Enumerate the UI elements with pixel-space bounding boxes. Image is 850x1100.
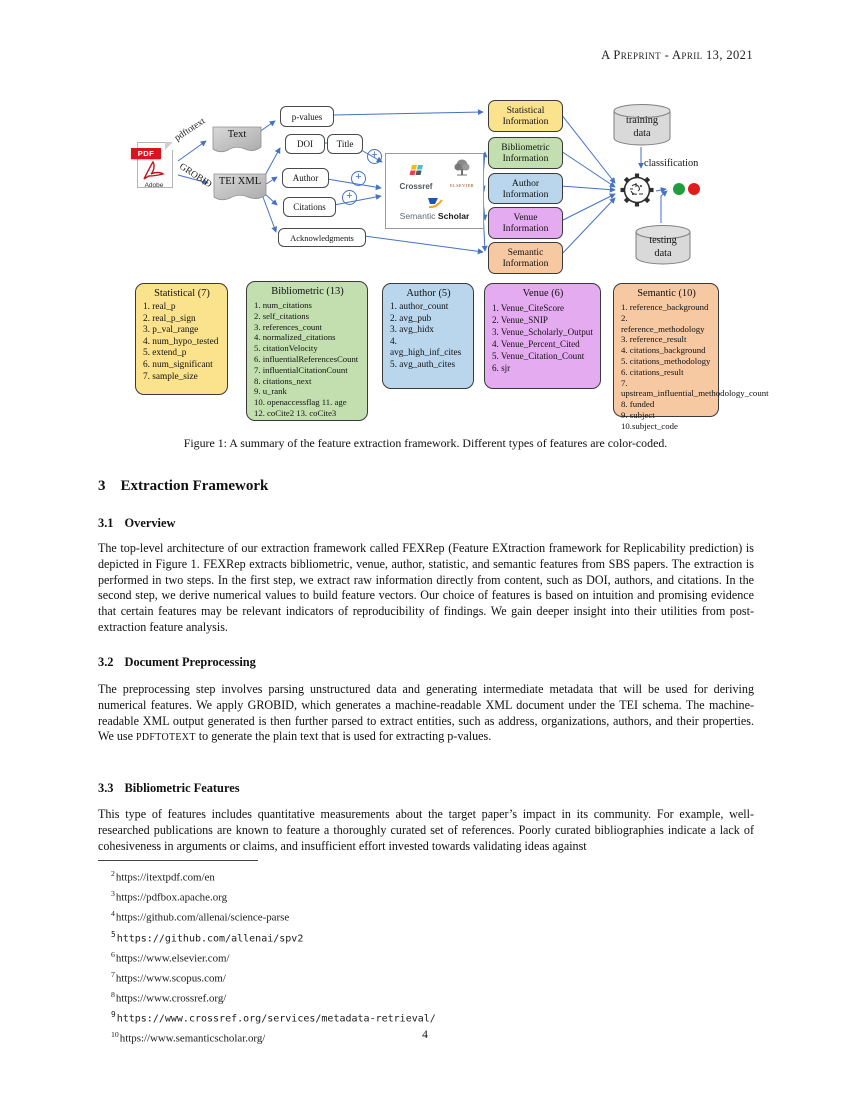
footnote-line <box>98 906 753 926</box>
footnote-number: 4 <box>111 909 115 919</box>
feature-item: 7. sample_size <box>143 371 198 382</box>
info-node-semantic: Semantic Information <box>488 242 563 274</box>
footnote-number: 10 <box>111 1030 119 1040</box>
bibliometric-paragraph: This type of features includes quantitative measurements about the target paper’s impact in its community. For example, well-researched publications are known to feature a thoroughly curated set of references. Poorly curated bibliographies indicate a lack of cohesiveness in arguments or claims, and insufficient effort invested towards validating ideas against <box>98 807 754 853</box>
feature-item: 4. num_hypo_tested <box>143 336 219 347</box>
crossref-bars-icon <box>409 165 423 176</box>
elsevier-label: ELSEVIER <box>449 183 475 188</box>
footnote-number: 6 <box>111 949 115 959</box>
feature-item: 10.subject_code <box>621 420 678 431</box>
api-providers-box <box>385 153 484 229</box>
footnote-url[interactable]: https://www.scopus.com/ <box>115 972 226 985</box>
training-data-label-bottom: data <box>633 128 651 139</box>
footnote-url[interactable]: https://github.com/allenai/science-parse <box>115 912 290 925</box>
footnote-line <box>98 987 753 1007</box>
folded-corner <box>165 142 173 150</box>
tei-xml-node-label: TEI XML <box>218 176 262 187</box>
feature-item: 6. sjr <box>492 363 511 373</box>
node-acknowledgments: Acknowledgments <box>278 228 366 247</box>
feature-box-title: Venue (6) <box>522 288 564 299</box>
preprocessing-text-post: to generate the plain text that is used for extracting p-values. <box>195 729 492 744</box>
subsection-title: Overview <box>124 516 176 530</box>
footnote-url[interactable]: https://www.elsevier.com/ <box>115 952 230 965</box>
feature-item: 5. citations_methodology <box>621 355 711 366</box>
feature-item: 4. citations_background <box>621 345 706 356</box>
node-doi: DOI <box>285 134 325 154</box>
section-3-2-heading <box>98 655 256 670</box>
footnote-line <box>98 886 753 906</box>
footnote-url[interactable]: https://www.crossref.org/ <box>115 992 227 1005</box>
training-data-label-top: training <box>625 115 659 126</box>
pdf-badge: PDF <box>131 148 161 159</box>
adobe-swoosh-icon <box>141 159 167 181</box>
elsevier-logo <box>447 158 477 188</box>
footnote-url[interactable]: https://itextpdf.com/en <box>115 871 215 884</box>
grobid-edge-label: GROBID <box>177 161 214 191</box>
feature-item: 5. Venue_Citation_Count <box>492 351 585 361</box>
node-author: Author <box>282 168 329 188</box>
feature-item: 3. reference_result <box>621 334 687 345</box>
testing-data-cylinder <box>634 224 692 266</box>
info-node-bibliometric: Bibliometric Information <box>488 137 563 169</box>
text-document-node <box>212 126 262 159</box>
pdftotext-edge-label: pdftotext <box>173 116 208 144</box>
scholar-label: Scholar <box>437 211 470 221</box>
footnote-line <box>98 927 753 947</box>
section-3-3-heading <box>98 781 240 796</box>
info-node-venue: Venue Information <box>488 207 563 239</box>
node-p-values: p-values <box>280 106 334 127</box>
feature-item: 5. extend_p <box>143 348 187 359</box>
figure-caption: Figure 1: A summary of the feature extraction framework. Different types of features are color-coded. <box>183 436 668 450</box>
feature-item: 3. Venue_Scholarly_Output <box>492 327 593 337</box>
classifier-gear-icon <box>618 171 656 209</box>
feature-box-semantic <box>613 283 769 431</box>
footnote-line <box>98 947 753 967</box>
feature-list <box>390 302 467 372</box>
feature-item: 1. real_p <box>143 302 176 312</box>
node-title: Title <box>327 134 363 154</box>
feature-item: 1. reference_background <box>621 302 709 312</box>
feature-item: 9. subject <box>621 409 655 420</box>
feature-item: 5. citationVelocity <box>254 343 318 354</box>
footnote-number: 7 <box>111 969 115 979</box>
feature-item: 5. avg_auth_cites <box>390 359 456 370</box>
feature-item: 3. p_val_range <box>143 325 199 336</box>
section-3-1-heading <box>98 516 175 531</box>
subsection-number: 3.2 <box>98 655 114 669</box>
crossref-label: Crossref <box>399 182 433 191</box>
section-3-heading <box>98 478 268 495</box>
footnote-number: 5 <box>111 929 116 939</box>
feature-item: 9. u_rank <box>254 386 287 397</box>
footnote-line <box>98 1007 753 1027</box>
footnote-number: 9 <box>111 1010 116 1020</box>
merge-oplus-icon: + <box>342 190 357 205</box>
footnote-number: 2 <box>111 869 115 878</box>
feature-item: 7. upstream_influential_methodology_count <box>621 377 769 399</box>
feature-list <box>621 302 769 432</box>
non-replicable-dot-red <box>688 183 700 195</box>
feature-item: 2. reference_methodology <box>621 312 705 334</box>
feature-list <box>492 302 594 374</box>
feature-item: 4. Venue_Percent_Cited <box>492 339 580 349</box>
feature-item: 3. references_count <box>254 321 323 332</box>
crossref-logo <box>394 164 438 191</box>
overview-paragraph: The top-level architecture of our extraction framework called FEXRep (Feature EXtraction framework for Replicability prediction) is depicted in Figure 1. FEXRep extracts bibliometric, venue, author, statistic, and semantic features from SBS papers. The extraction is performed in two steps. In the first step, we extract raw information directly from content, such as DOI, authors, and citations. In the second step, we derive numerical values to build feature vectors. Our choice of features is based on intuition and promising evidence that certain features may be relevant indicators of reproducibility of findings. We gain deeper insight into their utilities from post-extraction feature analysis. <box>98 541 754 634</box>
testing-data-label-bottom: data <box>654 248 672 259</box>
feature-item: 7. influentialCitationCount <box>254 364 348 375</box>
feature-item: 1. Venue_CiteScore <box>492 303 565 313</box>
footnote-line <box>98 967 753 987</box>
footnote-number: 3 <box>111 889 115 899</box>
feature-item: 8. funded <box>621 399 655 410</box>
replicable-dot-green <box>673 183 685 195</box>
feature-box-author <box>382 283 474 389</box>
training-data-cylinder <box>612 103 672 147</box>
merge-oplus-icon: + <box>351 171 366 186</box>
feature-item: 3. avg_hidx <box>390 325 434 336</box>
footnote-url[interactable]: https://www.crossref.org/services/metadata-retrieval/ <box>116 1013 436 1025</box>
feature-item: 2. avg_pub <box>390 313 432 324</box>
feature-box-title: Author (5) <box>406 288 451 299</box>
feature-list <box>254 300 361 419</box>
feature-box-bibliometric <box>246 281 368 421</box>
classification-label: classification <box>644 158 699 169</box>
feature-box-title: Bibliometric (13) <box>271 286 344 297</box>
pdftotext-smallcaps: PDFTOTEXT <box>135 732 196 744</box>
subsection-title: Bibliometric Features <box>124 781 240 795</box>
footnote-number: 8 <box>111 990 115 1000</box>
feature-box-venue <box>484 283 601 389</box>
feature-item: 4. normalized_citations <box>254 332 336 343</box>
feature-box-title: Statistical (7) <box>154 288 210 299</box>
info-node-statistical: Statistical Information <box>488 100 563 132</box>
preprocessing-text-pre: The preprocessing step involves parsing unstructured data and generating intermediate metadata that will be used for deriving numerical features. We apply GROBID, which generates a machine-readable XML document under the TEI schema. The machine-readable XML output generated is then further parsed to extract entities, such as address, organizations, authors, and their properties. We use <box>98 682 754 744</box>
footnote-rule <box>98 860 258 861</box>
section-title: Extraction Framework <box>120 478 269 494</box>
feature-item: 2. Venue_SNIP <box>492 315 548 325</box>
testing-data-label-top: testing <box>649 235 677 246</box>
feature-box-statistical <box>135 283 228 395</box>
footnote-url[interactable]: https://pdfbox.apache.org <box>115 891 228 904</box>
section-number: 3 <box>98 478 106 494</box>
footnotes <box>98 866 753 1047</box>
semantic-scholar-icon <box>426 196 444 210</box>
merge-oplus-icon: + <box>367 149 382 164</box>
info-node-author: Author Information <box>488 173 563 204</box>
footnote-url[interactable]: https://github.com/allenai/spv2 <box>116 932 304 944</box>
footnote-url[interactable]: https://www.semanticscholar.org/ <box>119 1032 266 1045</box>
subsection-title: Document Preprocessing <box>124 655 256 669</box>
feature-item: 6. citations_result <box>621 366 684 377</box>
feature-item: 12. coCite2 13. coCite3 <box>254 407 337 418</box>
feature-item: 10. openaccessflag 11. age <box>254 397 347 408</box>
feature-box-title: Semantic (10) <box>637 288 696 299</box>
feature-item: 6. influentialReferencesCount <box>254 353 359 364</box>
feature-item: 8. citations_next <box>254 375 312 386</box>
page-number: 4 <box>422 1028 428 1041</box>
semantic-scholar-logo <box>386 196 483 221</box>
figure-1-diagram <box>85 95 769 435</box>
pdf-file-icon <box>131 142 173 190</box>
text-node-label: Text <box>227 129 247 140</box>
feature-list <box>143 302 221 383</box>
feature-item: 2. real_p_sign <box>143 313 196 324</box>
preprocessing-paragraph <box>98 682 754 746</box>
feature-item: 2. self_citations <box>254 310 310 321</box>
feature-item: 1. author_count <box>390 302 449 312</box>
semantic-label: Semantic <box>399 211 436 221</box>
subsection-number: 3.1 <box>98 516 114 530</box>
adobe-label: Adobe <box>144 182 164 189</box>
node-citations: Citations <box>283 197 336 217</box>
footnote-line <box>98 866 753 886</box>
subsection-number: 3.3 <box>98 781 114 795</box>
elsevier-tree-icon <box>452 158 472 178</box>
running-header: A Preprint - April 13, 2021 <box>601 48 753 62</box>
feature-item: 6. num_significant <box>143 359 213 370</box>
feature-item: 4. avg_high_inf_cites <box>390 336 462 359</box>
tei-xml-document-node <box>213 173 267 207</box>
feature-item: 1. num_citations <box>254 300 312 310</box>
